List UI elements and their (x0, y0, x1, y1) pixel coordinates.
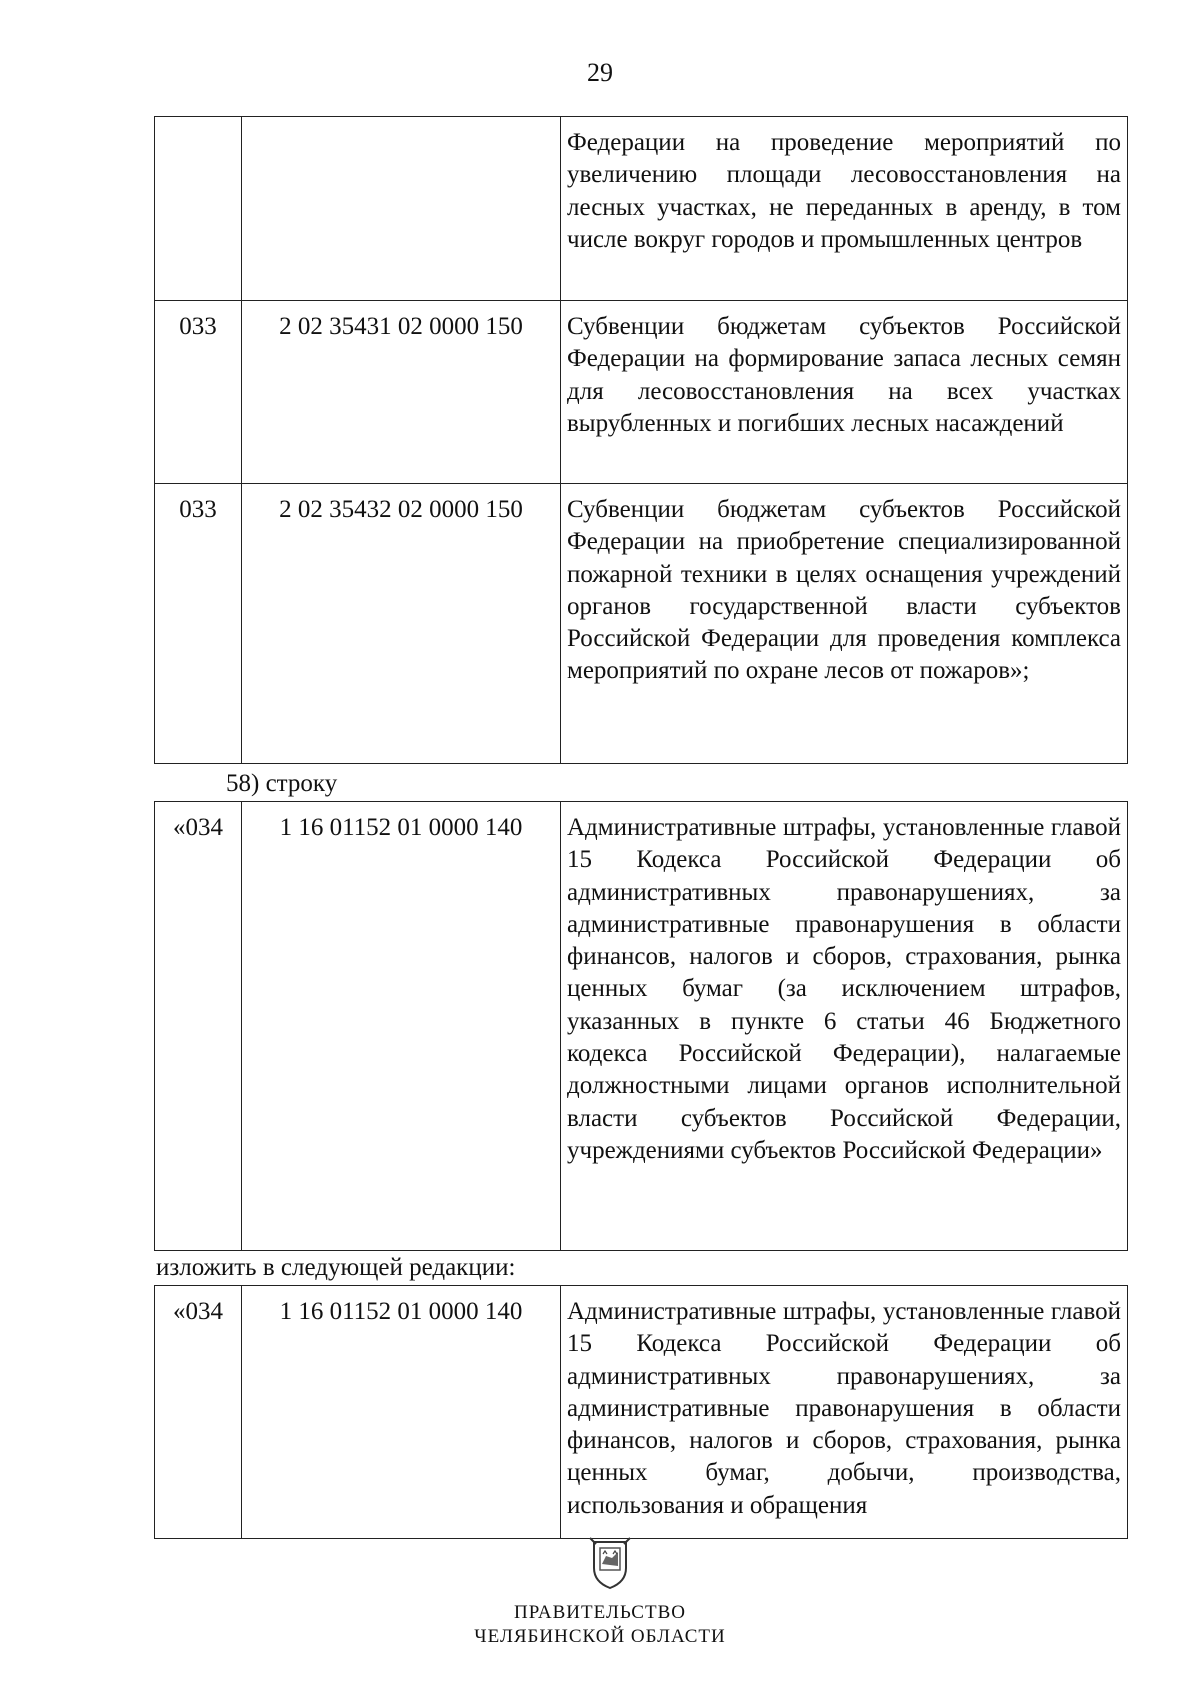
budget-table-new-row (154, 1285, 1128, 1539)
row-reference-note: 58) строку (226, 770, 338, 797)
table-row (155, 301, 1128, 484)
table-row (155, 802, 1128, 1251)
table-row (155, 117, 1128, 301)
page-number: 29 (587, 58, 613, 87)
admin-code-cell: «034 (155, 802, 242, 1251)
description-cell: Административные штрафы, установленные главой 15 Кодекса Российской Федерации об административных правонарушениях, за административные правонарушения в области финансов, налогов и сборов, страхования, рынка ценных бумаг, добычи, производства, использования и обращения (561, 1286, 1128, 1539)
admin-code-cell (155, 117, 242, 301)
budget-table-continuation (154, 116, 1128, 764)
admin-code-cell: 033 (155, 484, 242, 764)
description-cell: Административные штрафы, установленные главой 15 Кодекса Российской Федерации об административных правонарушениях, за административные правонарушения в области финансов, налогов и сборов, страхования, рынка ценных бумаг (за исключением штрафов, указанных в пункте 6 статьи 46 Бюджетного кодекса Российской Федерации), налагаемые должностными лицами органов исполнительной власти субъектов Российской Федерации, учреждениями субъектов Российской Федерации» (561, 802, 1128, 1251)
description-cell: Субвенции бюджетам субъектов Российской Федерации на приобретение специализированной пожарной техники в целях оснащения учреждений органов государственной власти субъектов Российской Федерации для проведения комплекса мероприятий по охране лесов от пожаров»; (561, 484, 1128, 764)
budget-code-cell: 2 02 35431 02 0000 150 (242, 301, 561, 484)
description-cell: Субвенции бюджетам субъектов Российской Федерации на формирование запаса лесных семян для лесовосстановления на всех участках вырубленных и погибших лесных насаждений (561, 301, 1128, 484)
coat-of-arms-icon (588, 1534, 632, 1590)
budget-table-old-row (154, 801, 1128, 1251)
budget-code-cell: 1 16 01152 01 0000 140 (242, 802, 561, 1251)
description-cell: Федерации на проведение мероприятий по увеличению площади лесовосстановления на лесных участках, не переданных в аренду, в том числе вокруг городов и промышленных центров (561, 117, 1128, 301)
table-row (155, 1286, 1128, 1539)
edit-instruction-note: изложить в следующей редакции: (156, 1254, 516, 1281)
admin-code-cell: 033 (155, 301, 242, 484)
budget-code-cell (242, 117, 561, 301)
organization-name-line1: ПРАВИТЕЛЬСТВО (514, 1602, 686, 1623)
budget-code-cell: 1 16 01152 01 0000 140 (242, 1286, 561, 1539)
admin-code-cell: «034 (155, 1286, 242, 1539)
table-row (155, 484, 1128, 764)
organization-name-line2: ЧЕЛЯБИНСКОЙ ОБЛАСТИ (474, 1626, 726, 1647)
budget-code-cell: 2 02 35432 02 0000 150 (242, 484, 561, 764)
